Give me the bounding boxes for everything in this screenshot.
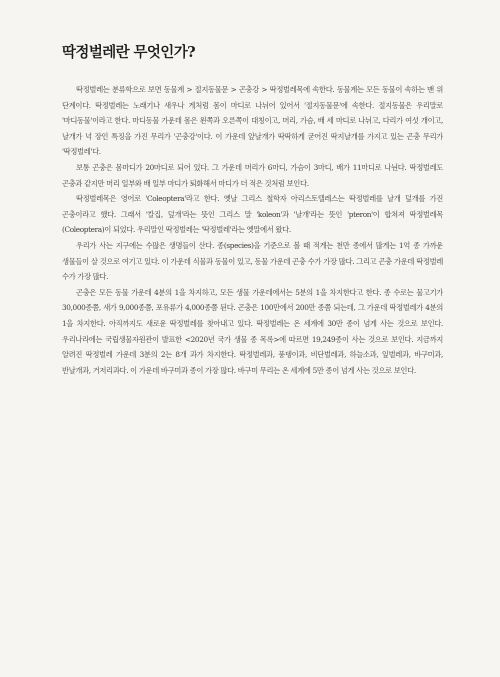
paragraph: 딱정벌레는 분류학으로 보면 동물계 > 절지동물문 > 곤충강 > 딱정벌레목에 속한다. 동물계는 모든 동물이 속하는 맨 위 단계이다. 딱정벌레는 노래기나 새우나 게처럼 몸이 마디로 나뉘어 있어서 '절지동물문'에 속한다. 절지동물은 우리말로 '마디동물'이라고 한다. 마디동물 가운데 몸은 왼쪽과 오른쪽이 대칭이고, 머리, 가슴, 배 세 마디로 나뉘고, 다리가 여섯 개이고, 날개가 넉 장인 특징을 가진 무리가 '곤충강'이다. 이 가운데 앞날개가 딱딱하게 굳어진 딱지날개를 가지고 있는 곤충 무리가 '딱정벌레'다. — [62, 85, 443, 157]
page-title: 딱정벌레란 무엇인가? — [62, 44, 196, 61]
body-text — [62, 82, 443, 378]
paragraph: 보통 곤충은 몸마디가 20마디로 되어 있다. 그 가운데 머리가 6마디, 가슴이 3마디, 배가 11마디로 나뉜다. 딱정벌레도 곤충과 같지만 머리 일부와 배 일부 마디가 퇴화해서 마디가 더 적은 것처럼 보인다. — [62, 162, 443, 188]
paragraph: 우리가 사는 지구에는 수많은 생명들이 산다. 종(species)을 기준으로 볼 때 적게는 천만 종에서 많게는 1억 종 가까운 생물들이 살 것으로 여기고 있다. 이 가운데 식물과 동물이 있고, 동물 가운데 곤충 수가 가장 많다. 그리고 곤충 가운데 딱정벌레 수가 가장 많다. — [62, 240, 443, 282]
paragraph: 딱정벌레목은 영어로 'Coleoptera'라고 한다. 옛날 그리스 철학자 아리스토텔레스는 딱정벌레를 날개 덮개를 가진 곤충이라고 했다. 그래서 '칼집, 덮개'라는 뜻인 그리스 말 'koleon'과 '날개'라는 뜻인 'pteron'이 합쳐져 딱정벌레목(Coleoptera)이 되었다. 우리말인 딱정벌레는 '딱정벌레'라는 옛말에서 왔다. — [62, 194, 443, 235]
paragraph: 곤충은 모든 동물 가운데 4분의 1을 차지하고, 모든 생물 가운데에서는 5분의 1을 차지한다고 한다. 종 수로는 물고기가 30,000종쯤, 새가 9,000종쯤, 포유류가 4,000종쯤 된다. 곤충은 100만에서 200만 종쯤 되는데, 그 가운데 딱정벌레가 4분의 1을 차지한다. 아직까지도 새로운 딱정벌레를 찾아내고 있다. 딱정벌레는 온 세계에 30만 종이 넘게 사는 것으로 보인다. 우리나라에는 국립생물자원관이 발표한 <2020년 국가 생물 종 목록>에 따르면 19,249종이 사는 것으로 보인다. 지금까지 알려진 딱정벌레 가운데 3분의 2는 8개 과가 차지한다. 딱정벌레과, 풍뎅이과, 비단벌레과, 하늘소과, 잎벌레과, 바구미과, 반날개과, 거저리과다. 이 가운데 바구미과 종이 가장 많다. 바구미 무리는 온 세계에 5만 종이 넘게 사는 것으로 보인다. — [62, 287, 443, 375]
